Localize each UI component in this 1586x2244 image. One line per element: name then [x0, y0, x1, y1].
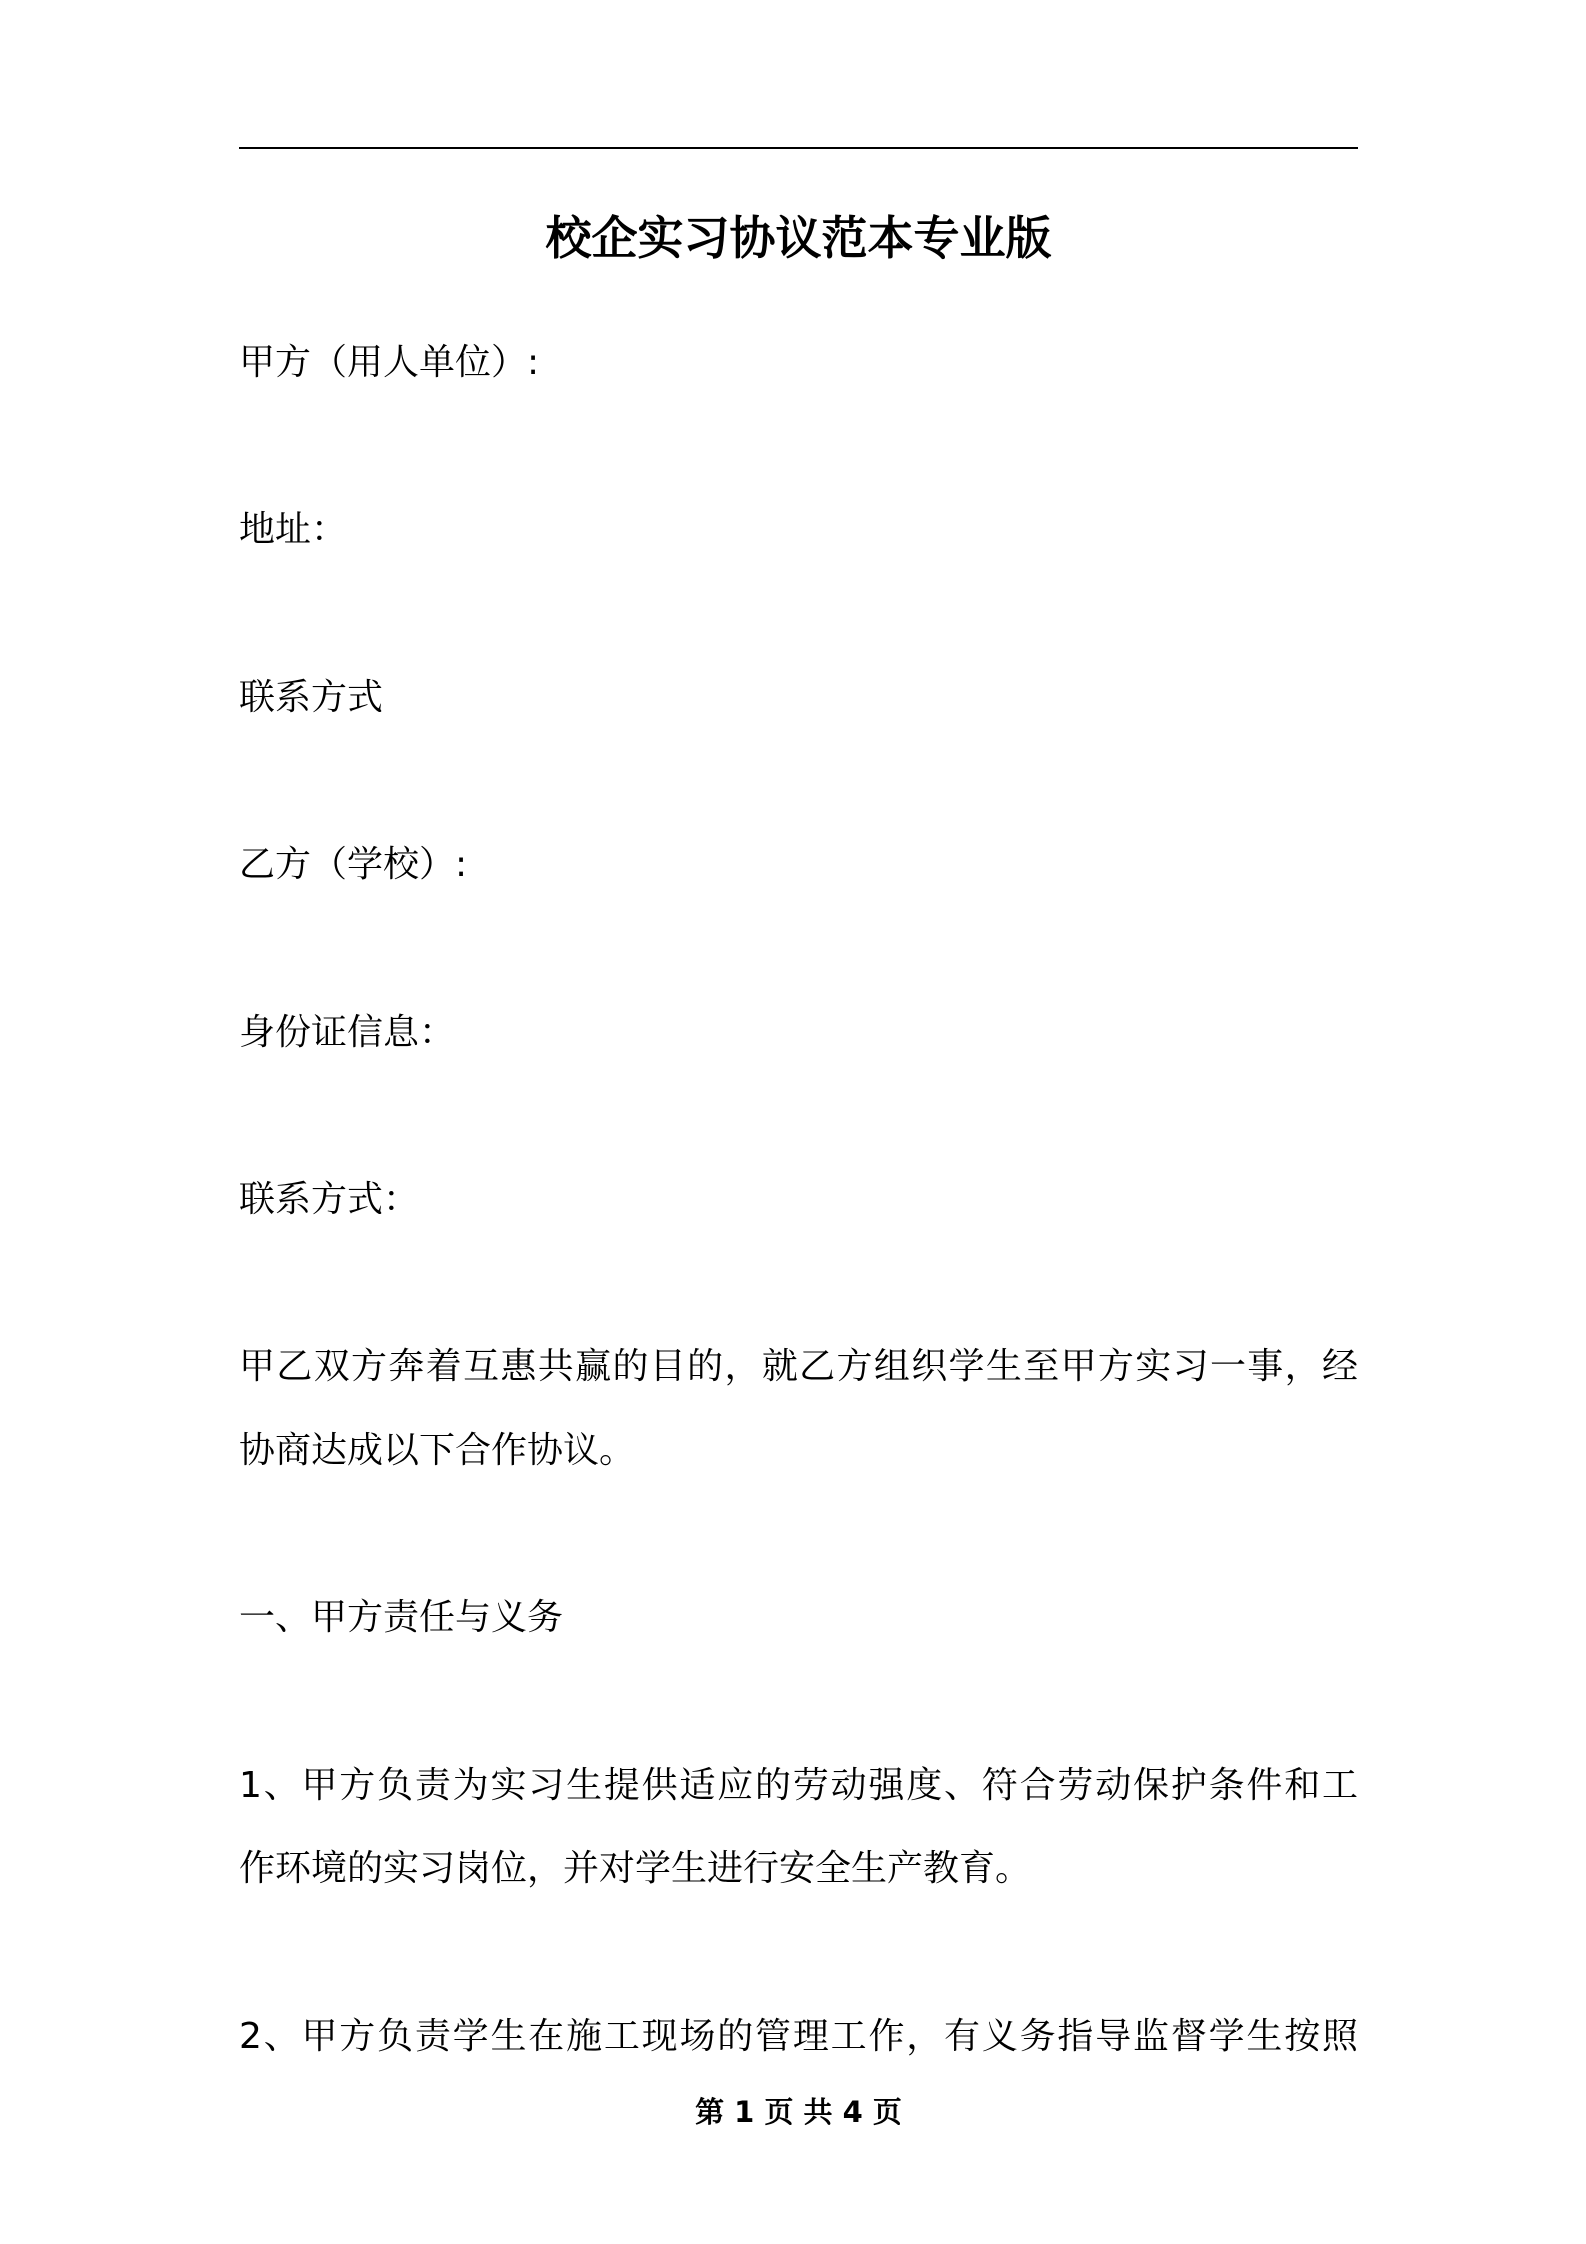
party-b-field [239, 823, 1358, 907]
document-body [239, 321, 1358, 2162]
paragraph-line: 联系方式 [239, 676, 384, 718]
paragraph-line: 乙方（学校）: [239, 844, 468, 886]
header-rule [239, 147, 1358, 149]
clause-2 [239, 1995, 1358, 2079]
paragraph-line: 作环境的实习岗位，并对学生进行安全生产教育。 [239, 1848, 1032, 1890]
page-number-footer: 第 1 页 共 4 页 [695, 2095, 902, 2129]
contact-field-b [239, 1158, 1358, 1242]
paragraph-line: 甲方（用人单位）: [239, 342, 540, 383]
paragraph-line: 协商达成以下合作协议。 [239, 1429, 636, 1471]
paragraph-line: 地址： [239, 509, 348, 551]
document-title: 校企实习协议范本专业版 [545, 211, 1052, 265]
clause-1 [239, 1744, 1358, 1911]
id-info-field [239, 991, 1358, 1075]
paragraph-line: 身份证信息： [239, 1011, 456, 1053]
paragraph-line: 联系方式： [239, 1178, 420, 1220]
contact-field-a [239, 656, 1358, 740]
paragraph-line: 一、甲方责任与义务 [239, 1597, 564, 1639]
paragraph-line: 1、甲方负责为实习生提供适应的劳动强度、符合劳动保护条件和工 [239, 1764, 1358, 1806]
preamble-paragraph [239, 1325, 1358, 1492]
section-heading [239, 1576, 1358, 1660]
party-a-field [239, 321, 1358, 405]
paragraph-line: 甲乙双方奔着互惠共赢的目的，就乙方组织学生至甲方实习一事，经 [239, 1346, 1358, 1388]
paragraph-line: 2、甲方负责学生在施工现场的管理工作，有义务指导监督学生按照 [239, 2015, 1358, 2057]
address-field [239, 488, 1358, 572]
